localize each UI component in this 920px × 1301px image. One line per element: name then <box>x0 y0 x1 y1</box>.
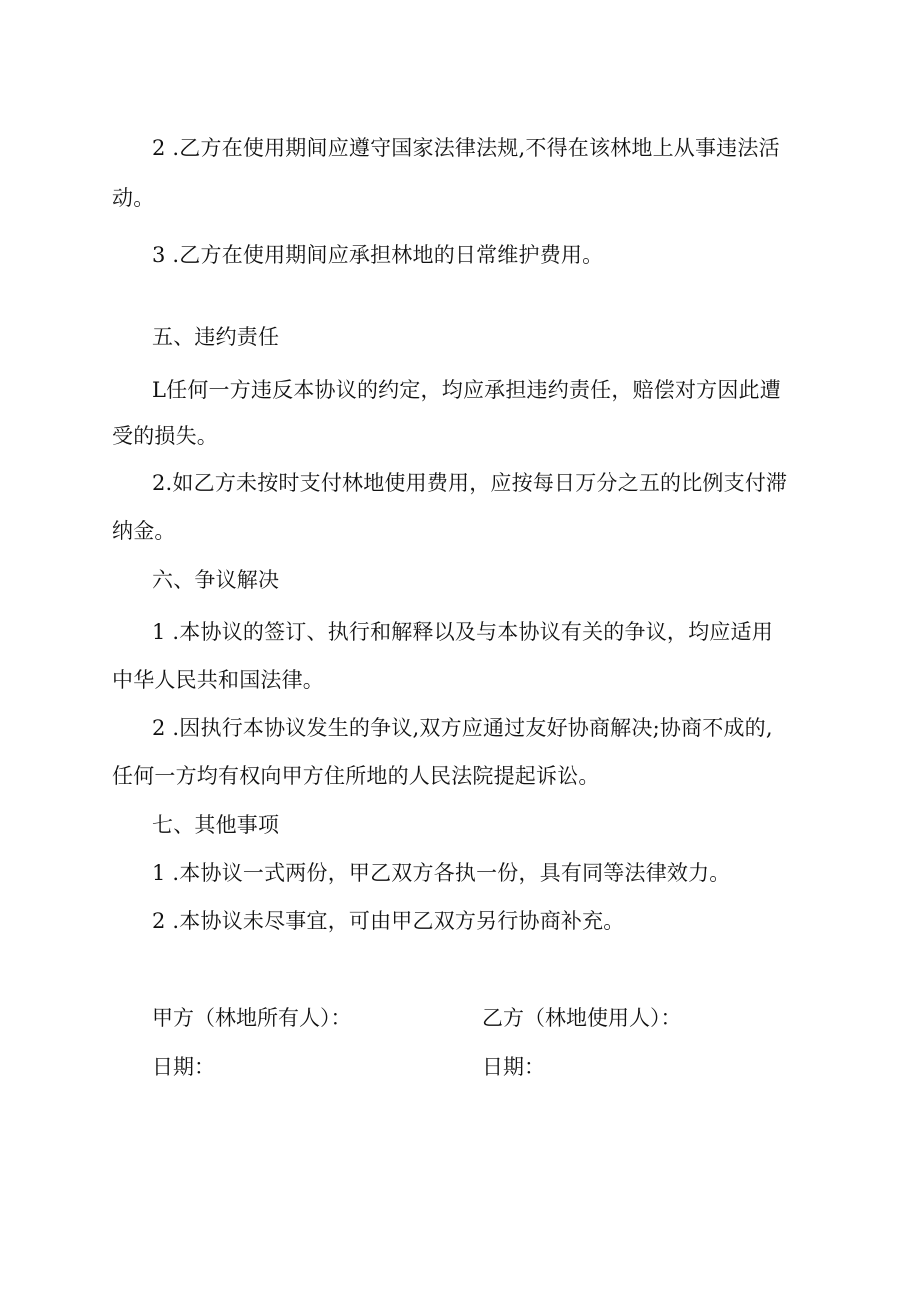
section5-heading: 五、违约责任 <box>152 325 280 349</box>
section6-heading: 六、争议解决 <box>152 568 280 592</box>
section6-item1-line2: 中华人民共和国法律。 <box>112 668 324 692</box>
section6-item2-line1: 2 .因执行本协议发生的争议,双方应通过友好协商解决;协商不成的, <box>152 716 773 740</box>
party-a-date: 日期： <box>152 1055 215 1079</box>
section6-item2-line2: 任何一方均有权向甲方住所地的人民法院提起诉讼。 <box>112 764 600 788</box>
section7-heading: 七、其他事项 <box>152 813 280 837</box>
section5-item1-line1: L任何一方违反本协议的约定，均应承担违约责任，赔偿对方因此遭 <box>152 378 781 402</box>
section4-item2-line1: 2 .乙方在使用期间应遵守国家法律法规,不得在该林地上从事违法活 <box>152 136 780 160</box>
section7-item2: 2 .本协议未尽事宜，可由甲乙双方另行协商补充。 <box>152 909 625 933</box>
section6-item1-line1: 1 .本协议的签订、执行和解释以及与本协议有关的争议，均应适用 <box>152 620 773 644</box>
section5-item2-line2: 纳金。 <box>112 519 176 543</box>
party-b-label: 乙方（林地使用人）： <box>482 1006 682 1030</box>
section5-item2-line1: 2.如乙方未按时支付林地使用费用，应按每日万分之五的比例支付滞 <box>152 471 788 495</box>
section4-item3: 3 .乙方在使用期间应承担林地的日常维护费用。 <box>152 243 604 267</box>
section4-item2-line2: 动。 <box>112 186 155 210</box>
section7-item1: 1 .本协议一式两份，甲乙双方各执一份，具有同等法律效力。 <box>152 861 731 885</box>
section5-item1-line2: 受的损失。 <box>112 424 218 448</box>
party-a-label: 甲方（林地所有人）： <box>152 1006 352 1030</box>
party-b-date: 日期： <box>482 1055 545 1079</box>
